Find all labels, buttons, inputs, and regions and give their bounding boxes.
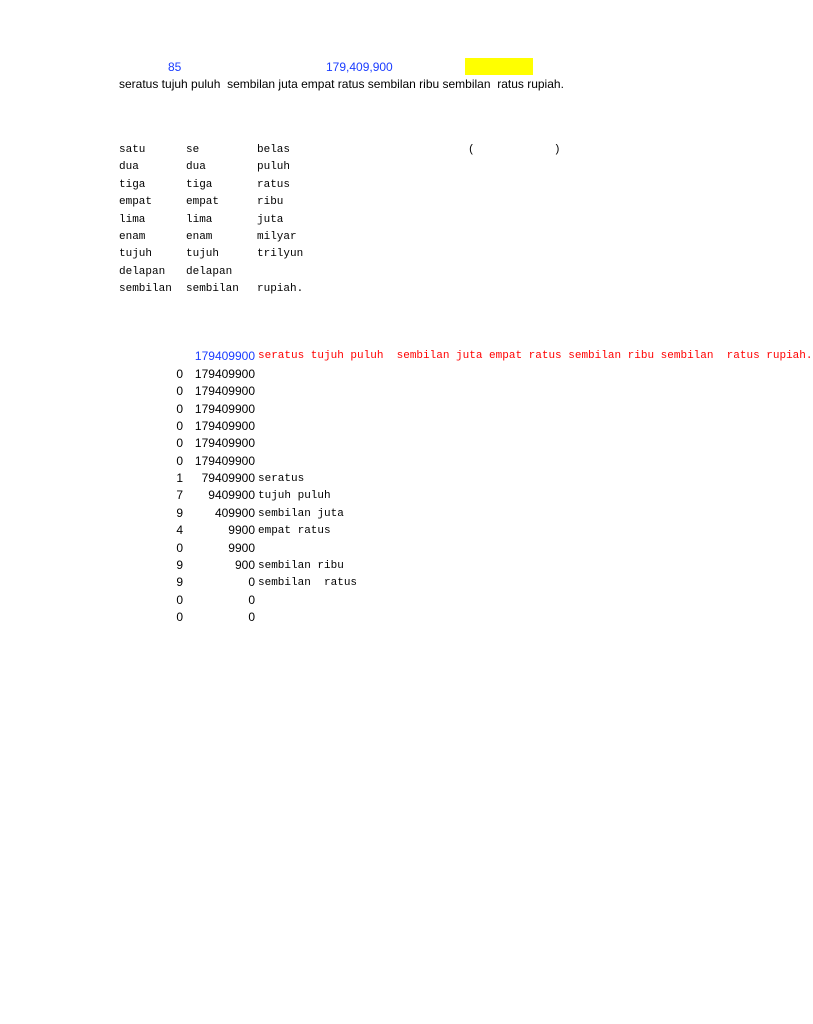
- calc-digit-cell[interactable]: 7: [176, 488, 183, 503]
- terbilang-sentence[interactable]: seratus tujuh puluh sembilan juta empat ratus sembilan ribu sembilan ratus rupiah.: [119, 77, 564, 91]
- calc-remainder-cell[interactable]: 9900: [228, 523, 255, 538]
- calc-digit-cell[interactable]: 0: [176, 419, 183, 434]
- calc-digit-cell[interactable]: 0: [176, 453, 183, 468]
- word-cell[interactable]: tujuh: [186, 248, 220, 261]
- calc-remainder-cell[interactable]: 9409900: [208, 488, 255, 503]
- calc-digit-cell[interactable]: 9: [176, 557, 183, 572]
- word-cell[interactable]: juta: [257, 213, 284, 226]
- calc-remainder-cell[interactable]: 409900: [214, 505, 255, 520]
- top-value-a[interactable]: 85: [168, 60, 182, 74]
- word-cell[interactable]: empat: [186, 196, 220, 209]
- word-cell[interactable]: trilyun: [257, 248, 304, 261]
- calc-remainder-cell[interactable]: 179409900: [194, 453, 255, 468]
- word-cell[interactable]: enam: [119, 231, 146, 243]
- calc-digit-cell[interactable]: 0: [176, 609, 183, 624]
- word-cell[interactable]: milyar: [257, 231, 297, 243]
- word-cell[interactable]: satu: [119, 144, 146, 156]
- calc-word-cell[interactable]: tujuh puluh: [258, 490, 331, 503]
- word-cell[interactable]: delapan: [186, 265, 233, 278]
- calc-remainder-cell[interactable]: 179409900: [194, 401, 255, 416]
- calc-digit-cell[interactable]: 0: [176, 436, 183, 451]
- word-cell[interactable]: tiga: [119, 178, 146, 191]
- calc-word-cell[interactable]: empat ratus: [258, 525, 331, 538]
- word-cell[interactable]: sembilan: [119, 283, 172, 296]
- calc-header-number[interactable]: 179409900: [194, 349, 255, 363]
- word-cell[interactable]: sembilan: [186, 283, 239, 296]
- word-cell[interactable]: rupiah.: [257, 283, 304, 296]
- word-cell[interactable]: ribu: [257, 196, 284, 209]
- calc-word-cell[interactable]: sembilan ratus: [258, 577, 358, 590]
- calc-digit-cell[interactable]: 9: [176, 575, 183, 590]
- word-cell[interactable]: dua: [119, 161, 139, 174]
- word-cell[interactable]: delapan: [119, 265, 166, 278]
- calc-word-cell[interactable]: sembilan ribu: [258, 559, 344, 572]
- word-cell[interactable]: tiga: [186, 178, 213, 191]
- word-cell[interactable]: ratus: [257, 178, 291, 191]
- word-cell[interactable]: tujuh: [119, 248, 153, 261]
- word-cell[interactable]: lima: [186, 213, 213, 226]
- calc-digit-cell[interactable]: 4: [176, 523, 183, 538]
- calc-remainder-cell[interactable]: 179409900: [194, 436, 255, 451]
- calc-remainder-cell[interactable]: 0: [248, 609, 255, 624]
- word-cell[interactable]: dua: [186, 161, 206, 174]
- calc-remainder-cell[interactable]: 79409900: [201, 471, 255, 486]
- word-cell[interactable]: enam: [186, 231, 213, 243]
- calc-digit-cell[interactable]: 1: [176, 471, 183, 486]
- calc-remainder-cell[interactable]: 179409900: [194, 384, 255, 399]
- calc-remainder-cell[interactable]: 0: [248, 592, 255, 607]
- calc-digit-cell[interactable]: 0: [176, 592, 183, 607]
- calc-word-cell[interactable]: seratus: [258, 473, 305, 486]
- calc-digit-cell[interactable]: 9: [176, 505, 183, 520]
- parentheses-cell[interactable]: ( ): [468, 144, 561, 156]
- word-cell[interactable]: puluh: [257, 161, 291, 174]
- calc-remainder-cell[interactable]: 9900: [228, 540, 255, 555]
- word-cell[interactable]: belas: [257, 144, 291, 156]
- word-cell[interactable]: se: [186, 144, 200, 156]
- top-value-b[interactable]: 179,409,900: [326, 60, 393, 74]
- calc-digit-cell[interactable]: 0: [176, 540, 183, 555]
- calc-remainder-cell[interactable]: 179409900: [194, 367, 255, 381]
- calc-header-text[interactable]: seratus tujuh puluh sembilan juta empat ratus sembilan ribu sembilan ratus rupiah.: [258, 350, 813, 362]
- word-cell[interactable]: lima: [119, 213, 146, 226]
- calc-remainder-cell[interactable]: 900: [234, 557, 255, 572]
- highlighted-cell[interactable]: [465, 58, 533, 75]
- calc-remainder-cell[interactable]: 179409900: [194, 419, 255, 434]
- calc-digit-cell[interactable]: 0: [176, 384, 183, 399]
- calc-digit-cell[interactable]: 0: [176, 367, 183, 381]
- calc-remainder-cell[interactable]: 0: [248, 575, 255, 590]
- calc-word-cell[interactable]: sembilan juta: [258, 507, 344, 520]
- calc-digit-cell[interactable]: 0: [176, 401, 183, 416]
- word-cell[interactable]: empat: [119, 196, 153, 209]
